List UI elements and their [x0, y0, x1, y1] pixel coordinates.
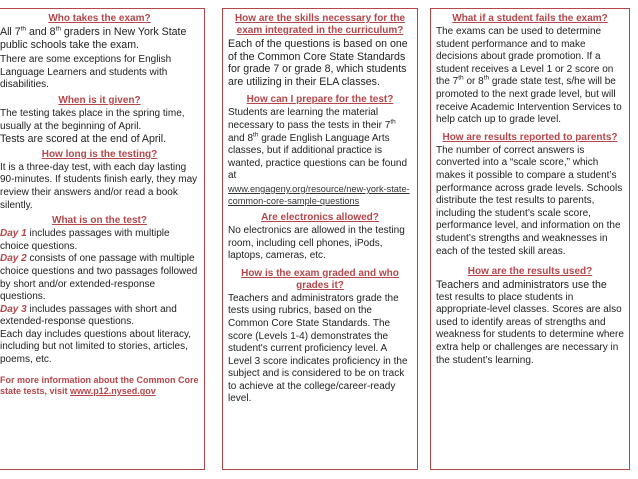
paragraph-student-fails: The exams can be used to determine student performance and to make decisions about grade promotion. If a student receives a Level 1 or 2 score on the 7th or 8th grade state test, s/he will be promoted to the next grade level, but will receive Academic Intervention Services to help catch up to grade level.: [436, 26, 622, 126]
paragraph-day-1: Day 1 includes passages with multiple choice questions.: [0, 228, 170, 252]
engageny-link[interactable]: www.engageny.org/resource/new-york-state-common-core-sample-questions: [228, 183, 410, 206]
heading-how-long: How long is the testing?: [41, 148, 158, 160]
heading-prepare: How can I prepare for the test?: [246, 94, 394, 106]
paragraph-scored: Tests are scored at the end of April.: [0, 133, 167, 146]
paragraph-literacy: Each day includes questions about literacy, including but not limited to stories, articles, poems, etc.: [0, 328, 192, 366]
panel-left: [0, 8, 205, 470]
heading-graded: How is the exam graded and who grades it?: [241, 267, 399, 291]
paragraph-when-given: The testing takes place in the spring time, usually at the beginning of April.: [0, 107, 185, 132]
paragraph-results-used: test results to place students in appropriate-level classes. Scores are also used to identify areas of strengths and weakness for students to determine where extra help or challenges are necessary in the student’s learning.: [436, 291, 624, 366]
heading-results-used: How are the results used?: [467, 266, 593, 278]
heading-electronics: Are electronics allowed?: [261, 211, 379, 223]
heading-what-on-test: What is on the test?: [52, 215, 147, 227]
heading-when-given: When is it given?: [58, 94, 141, 106]
heading-who-takes: Who takes the exam?: [48, 13, 151, 24]
panel-right: [430, 8, 630, 470]
paragraph-who-takes: All 7th and 8th graders in New York State public schools take the exam.: [0, 25, 187, 51]
paragraph-exceptions: There are some exceptions for English Language Learners and students with disabilities.: [0, 54, 172, 91]
heading-results-reported: How are results reported to parents?: [442, 131, 618, 143]
nysed-link[interactable]: www.p12.nysed.gov: [70, 386, 156, 397]
paragraph-graded: Teachers and administrators grade the tests using rubrics, based on the Common Core State Standards. The score (Levels 1-4) demonstrates the student's current proficiency level. A Level 3 score indicates proficiency in the subject and is considered to be on track to achieve at the college/career-ready level.: [228, 292, 408, 405]
paragraph-skills-integrated: Each of the questions is based on one of the Common Core State Standards for grade 7 or grade 8, which students are utilizing in their ELA classes.: [228, 38, 408, 88]
paragraph-how-long: It is a three-day test, with each day lasting 90-minutes. If students finish early, they may review their answers and/or read a book silently.: [0, 161, 198, 211]
paragraph-day-3: Day 3 includes passages with short and extended-response questions.: [0, 303, 177, 328]
paragraph-results-reported: The number of correct answers is converted into a “scale score,” which makes it possible to compare a student’s performance across grade levels. Schools distribute the test results to parents, including the student’s scale score, performance level, and information on the student’s strengths and weaknesses in each of the tested skill areas.: [436, 144, 623, 257]
footer-more-info: For more information about the Common Core state tests, visit www.p12.nysed.gov: [0, 374, 199, 397]
heading-skills-integrated: How are the skills necessary for the exam integrated in the curriculum?: [234, 13, 406, 36]
paragraph-results-used-lead: Teachers and administrators use the: [436, 279, 607, 292]
paragraph-day-2: Day 2 consists of one passage with multiple choice questions and two passages followed by short and/or extended-response questions.: [0, 253, 198, 303]
panel-middle: [222, 8, 418, 470]
paragraph-electronics: No electronics are allowed in the testing room, including cell phones, iPods, laptops, cameras, etc.: [228, 224, 405, 262]
heading-student-fails: What if a student fails the exam?: [452, 13, 608, 24]
paragraph-prepare: Students are learning the material necessary to pass the tests in their 7th and 8th grade English Language Arts classes, but if additional practice is wanted, practice questions can be found at: [228, 107, 408, 182]
